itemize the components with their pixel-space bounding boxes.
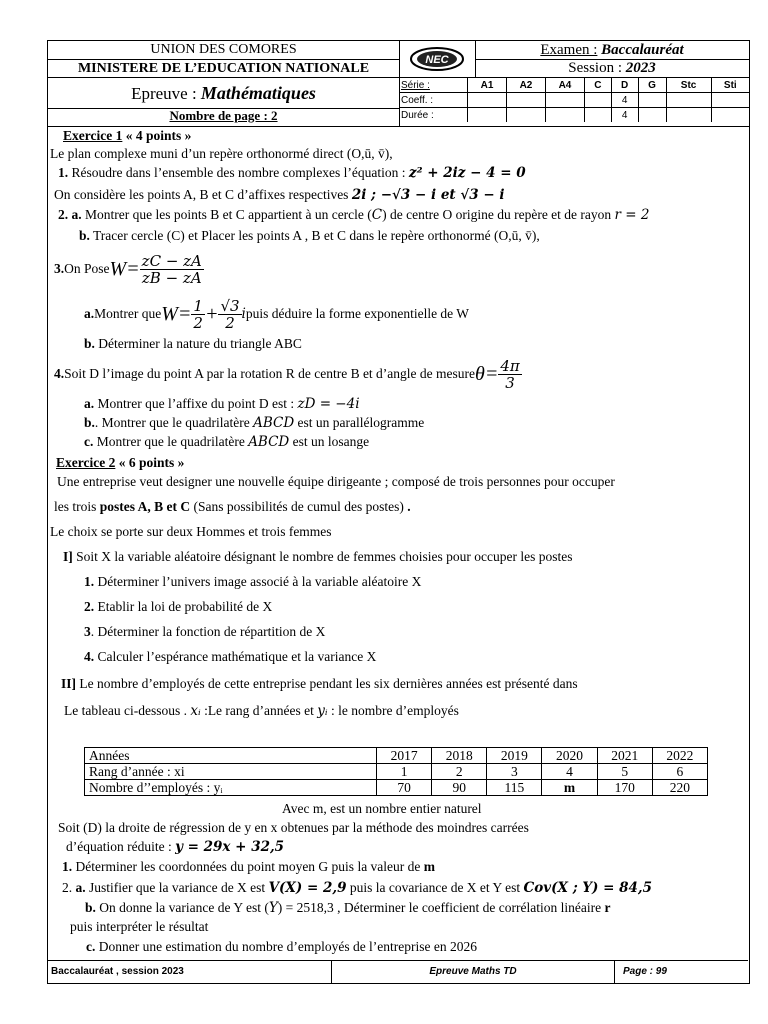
part-I-text: Soit X la variable aléatoire désignant le nombre de femmes choisies pour occuper les postes	[72, 549, 573, 564]
i1-number: 1.	[84, 574, 95, 589]
table-cell: 2	[432, 764, 487, 780]
ex2-p3: Le choix se porte sur deux Hommes et trois femmes	[50, 524, 332, 539]
q3b-text: Déterminer la nature du triangle ABC	[94, 336, 302, 351]
serie-cell: A2	[506, 78, 545, 93]
ex1-q2b	[79, 228, 540, 244]
q4c-abcd: ABCD	[248, 434, 290, 450]
j1-number: 1.	[62, 859, 73, 874]
p2-text: les trois	[54, 499, 100, 514]
duree-row	[399, 108, 749, 123]
footer-left: Baccalauréat , session 2023	[51, 966, 184, 977]
q2b-text: Tracer cercle (C) et Placer les points A , B et C dans le repère orthonormé (O,ū, v̄),	[89, 228, 540, 243]
q4c-text: Montrer que le quadrilatère	[93, 434, 249, 449]
q3a-w: W=	[161, 303, 192, 325]
nec-logo	[399, 41, 476, 78]
theta-fraction	[498, 358, 521, 391]
exam-label: Examen :	[540, 42, 598, 58]
subject-row	[48, 78, 399, 109]
duree-cell	[666, 108, 711, 123]
q3a-fraction-2	[218, 298, 241, 331]
q3a-end: puis déduire la forme exponentielle de W	[245, 306, 470, 321]
ex2-j2b-line2: puis interpréter le résultat	[70, 919, 209, 934]
j2c-text: Donner une estimation du nombre d’employés de l’entreprise en 2026	[95, 939, 478, 954]
j2b-text: On donne la variance de Y est (	[95, 900, 269, 915]
ex1-q3a	[84, 294, 469, 334]
footer-center: Epreuve Maths TD	[331, 961, 615, 983]
coeff-cell	[506, 93, 545, 108]
p2-dot: .	[407, 499, 411, 514]
q3a-i: i	[241, 306, 246, 322]
ex1-q4a	[84, 396, 360, 412]
j2b-letter: b.	[85, 900, 96, 915]
serie-cell: D	[611, 78, 638, 93]
ex1-title: Exercice 1	[63, 128, 123, 143]
header-right	[475, 41, 749, 78]
w-denominator: zB − zA	[141, 268, 202, 287]
table-cell: 1	[377, 764, 432, 780]
theta-den: 3	[505, 373, 515, 392]
duree-cell: 4	[611, 108, 638, 123]
j2a-mid: puis la covariance de X et Y est	[346, 880, 524, 895]
ex2-p2	[54, 499, 411, 515]
II2-employes: : le nombre d’employés	[327, 703, 459, 718]
exam-header	[48, 41, 749, 126]
ex1-q4b	[84, 415, 424, 431]
table-cell: 170	[597, 780, 652, 796]
q2a-letter: a.	[68, 207, 82, 222]
q2a-radius: r = 2	[614, 207, 650, 223]
coeff-label: Coeff. :	[399, 93, 468, 108]
table-cell: m	[542, 780, 597, 796]
page-count: Nombre de page : 2	[169, 108, 278, 123]
q3b-letter: b.	[84, 336, 95, 351]
table-cell: 2020	[542, 748, 597, 764]
q4a-eq: zD = −4i	[297, 396, 360, 412]
table-cell: 90	[432, 780, 487, 796]
part-II-number: II]	[61, 676, 77, 691]
i3-number: 3	[84, 624, 91, 639]
i2-number: 2.	[84, 599, 95, 614]
regression-equation: y = 29x + 32,5	[175, 839, 285, 855]
q2-number: 2.	[58, 207, 69, 222]
ex1-q3	[54, 250, 204, 288]
q2a-circle: C	[371, 207, 383, 223]
session-value: 2023	[625, 60, 656, 76]
ex2-note: Avec m, est un nombre entier naturel	[282, 801, 482, 816]
q1-number: 1.	[58, 165, 69, 180]
subject-title: Mathématiques	[200, 83, 316, 103]
q4b-text: . Montrer que le quadrilatère	[94, 415, 254, 430]
theta-label: θ=	[475, 363, 499, 385]
ex1-q3b	[84, 336, 302, 352]
ex1-q1	[58, 165, 526, 181]
coeff-cell	[711, 93, 749, 108]
ex2-i3	[84, 624, 325, 640]
ex2-j2a	[62, 880, 652, 896]
q3a-text: Montrer que	[94, 306, 162, 321]
series-row	[399, 78, 749, 93]
w-fraction	[140, 253, 204, 286]
q2b-letter: b.	[79, 228, 90, 243]
coeff-row	[399, 93, 749, 108]
duree-label: Durée :	[399, 108, 468, 123]
footer-page: Page : 99	[623, 966, 667, 977]
ex2-j2b	[85, 900, 610, 916]
row-header: Années	[85, 748, 377, 764]
ex1-q4	[54, 355, 522, 393]
i1-text: Déterminer l’univers image associé à la variable aléatoire X	[94, 574, 422, 589]
coeff-cell	[545, 93, 584, 108]
table-cell: 220	[652, 780, 707, 796]
ex2-j1	[62, 859, 435, 875]
i3-text: . Déterminer la fonction de répartition de X	[90, 624, 326, 639]
q3a-f2-den: 2	[225, 313, 235, 332]
header-divider	[48, 126, 749, 127]
q3a-letter: a.	[84, 306, 95, 321]
q4-text: Soit D l’image du point A par la rotation R de centre B et d’angle de mesure	[64, 366, 476, 381]
ex2-i4	[84, 649, 376, 665]
q4b-abcd: ABCD	[253, 415, 295, 431]
part-II-text: Le nombre d’employés de cette entreprise pendant les six dernières années est présenté dans	[76, 676, 578, 691]
coeff-cell: 4	[611, 93, 638, 108]
exam-value: Baccalauréat	[601, 42, 684, 58]
row-header: Nombre d’’employés : yᵢ	[85, 780, 377, 796]
p2-cumul: (Sans possibilités de cumul des postes)	[190, 499, 408, 514]
q3a-fraction-1	[191, 298, 205, 331]
affixes: 2i ; −√3 − i et √3 − i	[351, 187, 505, 203]
table-cell: 2018	[432, 748, 487, 764]
table-row	[85, 780, 708, 796]
points-text: On considère les points A, B et C d’affixes respectives	[54, 187, 352, 202]
ex1-points-line	[54, 187, 504, 203]
q4c-end: est un losange	[289, 434, 370, 449]
i4-number: 4.	[84, 649, 95, 664]
series-table	[399, 78, 749, 122]
ex1-intro: Le plan complexe muni d’un repère orthonormé direct (O,ū, v̄),	[50, 146, 393, 161]
ex2-j2c	[86, 939, 477, 955]
q3a-plus: +	[204, 303, 219, 325]
coeff-cell	[584, 93, 611, 108]
ex1-q2a	[58, 207, 649, 223]
country: UNION DES COMORES	[48, 41, 399, 60]
q1-text: Résoudre dans l’ensemble des nombre complexes l’équation :	[68, 165, 409, 180]
ex2-part-I	[63, 549, 572, 565]
q4a-letter: a.	[84, 396, 95, 411]
q3a-f1-num: 1	[193, 296, 203, 315]
w-numerator: zC − zA	[141, 251, 202, 270]
serie-cell: A4	[545, 78, 584, 93]
coeff-cell	[468, 93, 507, 108]
duree-cell	[584, 108, 611, 123]
theta-num: 4π	[500, 356, 520, 375]
table-cell: 70	[377, 780, 432, 796]
header-left	[48, 41, 400, 126]
II2-yi: yᵢ	[317, 703, 328, 719]
duree-cell	[545, 108, 584, 123]
q4b-end: est un parallélogramme	[294, 415, 425, 430]
q2a-text-end: ) de centre O origine du repère et de rayon	[382, 207, 615, 222]
coeff-cell	[638, 93, 666, 108]
II2-xi: xᵢ	[190, 703, 201, 719]
j2b-text2: ) = 2518,3 , Déterminer le coefficient de corrélation linéaire	[277, 900, 605, 915]
q4b-letter: b.	[84, 415, 95, 430]
ex2-i2	[84, 599, 272, 615]
j1-m: m	[423, 859, 436, 874]
ex2-II-line2	[64, 703, 459, 719]
j2b-y: Y	[268, 900, 278, 916]
table-cell: 6	[652, 764, 707, 780]
duree-cell	[638, 108, 666, 123]
table-cell: 2019	[487, 748, 542, 764]
table-row	[85, 764, 708, 780]
j2a-letter: a.	[75, 880, 86, 895]
table-cell: 2021	[597, 748, 652, 764]
II2-rang: :Le rang d’années et	[200, 703, 318, 718]
serie-label: Série :	[399, 78, 468, 93]
j2b-r: r	[604, 900, 611, 915]
session-row	[475, 60, 749, 77]
i4-text: Calculer l’espérance mathématique et la variance X	[94, 649, 377, 664]
table-cell: 5	[597, 764, 652, 780]
q1-equation: z² + 2iz − 4 = 0	[408, 165, 526, 181]
j1-text: Déterminer les coordonnées du point moyen G puis la valeur de	[72, 859, 424, 874]
q3-text: On Pose	[64, 261, 110, 276]
table-cell: 3	[487, 764, 542, 780]
serie-cell: C	[584, 78, 611, 93]
d2-text: d’équation réduite :	[66, 839, 176, 854]
exam-row	[475, 41, 749, 60]
q2a-text: Montrer que les points B et C appartient à un cercle (	[81, 207, 372, 222]
serie-cell: G	[638, 78, 666, 93]
session-label: Session :	[568, 60, 622, 76]
ex2-heading	[56, 455, 184, 471]
j2-number: 2.	[62, 880, 73, 895]
table-cell: 4	[542, 764, 597, 780]
j2a-text: Justifier que la variance de X est	[85, 880, 269, 895]
q3a-f2-num: √3	[220, 296, 240, 315]
ex2-d1: Soit (D) la droite de régression de y en x obtenues par la méthode des moindres carrées	[58, 820, 529, 835]
serie-cell: Stc	[666, 78, 711, 93]
q4c-letter: c.	[84, 434, 94, 449]
ex2-p1: Une entreprise veut designer une nouvelle équipe dirigeante ; composé de trois personnes pour occuper	[57, 474, 615, 489]
duree-cell	[711, 108, 749, 123]
duree-cell	[506, 108, 545, 123]
covariance: Cov(X ; Y) = 84,5	[523, 880, 653, 896]
part-I-number: I]	[63, 549, 73, 564]
ex2-d2	[66, 839, 284, 855]
table-cell: 2022	[652, 748, 707, 764]
epreuve-label: Epreuve :	[131, 84, 197, 103]
table-cell: 115	[487, 780, 542, 796]
ex2-title: Exercice 2	[56, 455, 116, 470]
i2-text: Etablir la loi de probabilité de X	[94, 599, 273, 614]
j2c-letter: c.	[86, 939, 96, 954]
coeff-cell	[666, 93, 711, 108]
ex1-heading	[63, 128, 191, 144]
table-cell: 2017	[377, 748, 432, 764]
employees-table	[84, 747, 708, 796]
logo-text: NEC	[425, 54, 449, 66]
ex1-q4c	[84, 434, 369, 450]
table-row	[85, 748, 708, 764]
ex2-i1	[84, 574, 421, 590]
serie-cell: Sti	[711, 78, 749, 93]
q4a-text: Montrer que l’affixe du point D est :	[94, 396, 298, 411]
serie-cell: A1	[468, 78, 507, 93]
ministry: MINISTERE DE L’EDUCATION NATIONALE	[48, 60, 399, 78]
II2-text: Le tableau ci-dessous .	[64, 703, 191, 718]
q3a-f1-den: 2	[193, 313, 203, 332]
ex2-part-II	[61, 676, 578, 692]
p2-postes: postes A, B et C	[99, 499, 191, 514]
ex1-points: « 4 points »	[122, 128, 192, 143]
variance-x: V(X) = 2,9	[268, 880, 347, 896]
row-header: Rang d’année : xi	[85, 764, 377, 780]
duree-cell	[468, 108, 507, 123]
q4-number: 4.	[54, 366, 65, 381]
w-label: W=	[109, 258, 140, 280]
q3-number: 3.	[54, 261, 65, 276]
ex2-points: « 6 points »	[115, 455, 185, 470]
